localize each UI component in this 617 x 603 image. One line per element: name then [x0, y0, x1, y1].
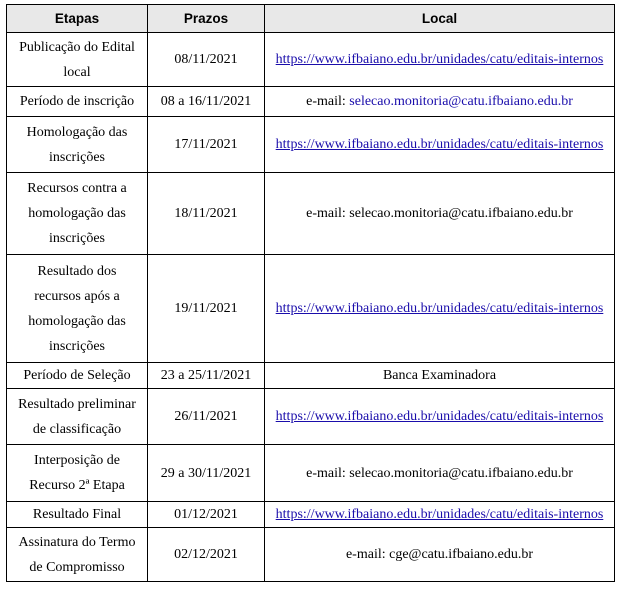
prazo-cell: 02/12/2021 [148, 528, 265, 582]
email-address: selecao.monitoria@catu.ifbaiano.edu.br [349, 465, 573, 481]
email-prefix: e-mail: [306, 465, 350, 481]
local-cell [265, 117, 615, 173]
editais-link[interactable]: https://www.ifbaiano.edu.br/unidades/catu/editais-internos [275, 52, 604, 67]
local-cell [265, 389, 615, 445]
etapa-cell: Resultado Final [7, 502, 148, 528]
email-prefix: e-mail: [345, 547, 390, 562]
local-text: Banca Examinadora [382, 368, 497, 383]
header-local: Local [265, 5, 615, 33]
etapa-cell: Resultado preliminar de classificação [7, 389, 148, 445]
prazo-cell: 18/11/2021 [148, 173, 265, 255]
prazo-cell: 23 a 25/11/2021 [148, 363, 265, 389]
table-row [7, 502, 615, 528]
etapa-cell: Período de Seleção [7, 363, 148, 389]
prazo-cell: 19/11/2021 [148, 255, 265, 363]
prazo-cell: 08/11/2021 [148, 33, 265, 87]
local-cell [265, 255, 615, 363]
table-body [7, 33, 615, 582]
etapa-cell: Interposição de Recurso 2ª Etapa [7, 445, 148, 502]
etapa-cell: Resultado dos recursos após a homologação das inscrições [7, 255, 148, 363]
local-cell [265, 528, 615, 582]
prazo-cell: 08 a 16/11/2021 [148, 87, 265, 117]
editais-link[interactable]: https://www.ifbaiano.edu.br/unidades/catu/editais-internos [275, 301, 604, 316]
email-address: cge@catu.ifbaiano.edu.br [389, 547, 534, 562]
local-cell [265, 363, 615, 389]
local-cell [265, 173, 615, 255]
email-address[interactable]: selecao.monitoria@catu.ifbaiano.edu.br [349, 94, 573, 109]
header-prazos: Prazos [148, 5, 265, 33]
schedule-table [6, 4, 615, 582]
local-cell [265, 445, 615, 502]
table-row [7, 389, 615, 445]
prazo-cell: 01/12/2021 [148, 502, 265, 528]
table-row [7, 33, 615, 87]
prazo-cell: 26/11/2021 [148, 389, 265, 445]
local-cell [265, 502, 615, 528]
table-row [7, 528, 615, 582]
prazo-cell: 29 a 30/11/2021 [148, 445, 265, 502]
email-prefix: e-mail: [306, 206, 350, 221]
etapa-cell: Publicação do Edital local [7, 33, 148, 87]
table-row [7, 87, 615, 117]
prazo-cell: 17/11/2021 [148, 117, 265, 173]
local-cell [265, 33, 615, 87]
table-row [7, 363, 615, 389]
table-row [7, 117, 615, 173]
etapa-cell: Recursos contra a homologação das inscrições [7, 173, 148, 255]
editais-link[interactable]: https://www.ifbaiano.edu.br/unidades/catu/editais-internos [275, 507, 604, 522]
etapa-cell: Assinatura do Termo de Compromisso [7, 528, 148, 582]
email-address: selecao.monitoria@catu.ifbaiano.edu.br [349, 206, 573, 221]
schedule-table-container [6, 4, 615, 582]
table-header-row [7, 5, 615, 33]
local-cell [265, 87, 615, 117]
editais-link[interactable]: https://www.ifbaiano.edu.br/unidades/catu/editais-internos [275, 137, 604, 152]
email-prefix: e-mail: [306, 94, 350, 109]
table-row [7, 255, 615, 363]
etapa-cell: Período de inscrição [7, 87, 148, 117]
table-row [7, 173, 615, 255]
etapa-cell: Homologação das inscrições [7, 117, 148, 173]
table-row [7, 445, 615, 502]
editais-link[interactable]: https://www.ifbaiano.edu.br/unidades/catu/editais-internos [275, 409, 604, 424]
header-etapas: Etapas [7, 5, 148, 33]
